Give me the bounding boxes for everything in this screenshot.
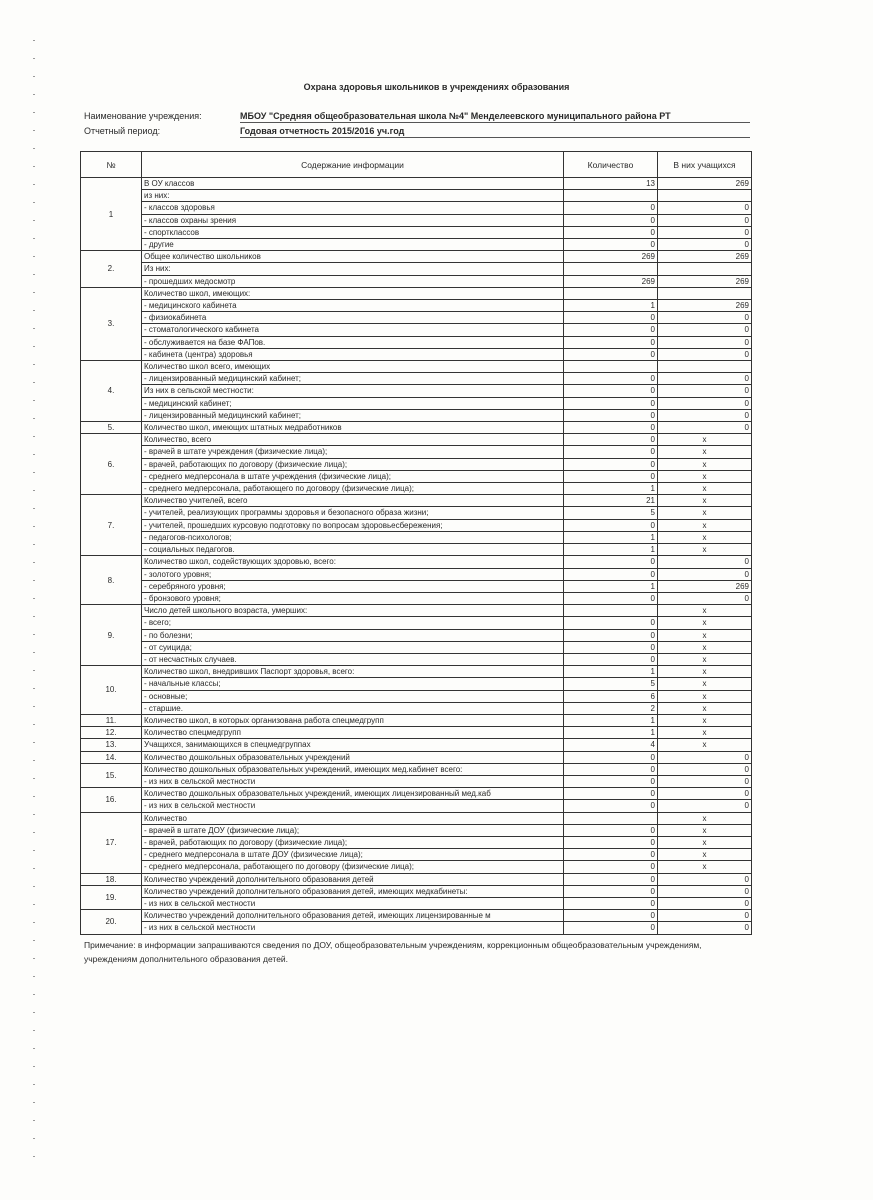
row-students: 0	[658, 897, 752, 909]
row-label: Количество дошкольных образовательных учреждений, имеющих лицензированный мед.каб	[142, 788, 564, 800]
table-row	[81, 897, 752, 909]
row-students: 0	[658, 202, 752, 214]
row-number: 13.	[81, 739, 142, 751]
row-quantity: 6	[564, 690, 658, 702]
row-quantity	[564, 287, 658, 299]
table-row	[81, 666, 752, 678]
table-row	[81, 275, 752, 287]
table-row	[81, 470, 752, 482]
row-label: Количество школ, внедривших Паспорт здоровья, всего:	[142, 666, 564, 678]
table-row	[81, 739, 752, 751]
row-students: 0	[658, 226, 752, 238]
table-row	[81, 495, 752, 507]
row-quantity: 0	[564, 470, 658, 482]
row-quantity: 1	[564, 531, 658, 543]
row-students: 0	[658, 373, 752, 385]
row-students: 0	[658, 788, 752, 800]
table-row	[81, 861, 752, 873]
row-quantity	[564, 190, 658, 202]
table-row	[81, 544, 752, 556]
row-students: x	[658, 727, 752, 739]
row-quantity: 0	[564, 751, 658, 763]
table-row	[81, 617, 752, 629]
row-students: 269	[658, 275, 752, 287]
row-number: 8.	[81, 556, 142, 605]
row-label: Учащихся, занимающихся в спецмедгруппах	[142, 739, 564, 751]
row-label: Количество спецмедгрупп	[142, 727, 564, 739]
header-content: Содержание информации	[142, 152, 564, 178]
row-label: - старшие.	[142, 702, 564, 714]
row-quantity: 0	[564, 434, 658, 446]
table-row	[81, 178, 752, 190]
health-report-table	[80, 151, 752, 935]
row-label: - врачей, работающих по договору (физические лица);	[142, 836, 564, 848]
table-row	[81, 458, 752, 470]
row-quantity	[564, 263, 658, 275]
row-label: Из них:	[142, 263, 564, 275]
table-row	[81, 775, 752, 787]
row-number: 6.	[81, 434, 142, 495]
table-row	[81, 836, 752, 848]
row-quantity: 0	[564, 922, 658, 934]
row-quantity: 0	[564, 214, 658, 226]
row-students: 0	[658, 922, 752, 934]
row-students: x	[658, 641, 752, 653]
row-label: - врачей в штате учреждения (физические лица);	[142, 446, 564, 458]
row-quantity: 0	[564, 592, 658, 604]
row-label: - стоматологического кабинета	[142, 324, 564, 336]
row-quantity	[564, 812, 658, 824]
table-row	[81, 763, 752, 775]
row-students: x	[658, 824, 752, 836]
row-number: 14.	[81, 751, 142, 763]
table-row	[81, 824, 752, 836]
row-label: - классов охраны зрения	[142, 214, 564, 226]
row-label: Количество школ, содействующих здоровью, всего:	[142, 556, 564, 568]
table-row	[81, 751, 752, 763]
row-label: - по болезни;	[142, 629, 564, 641]
table-row	[81, 568, 752, 580]
header-students: В них учащихся	[658, 152, 752, 178]
row-number: 17.	[81, 812, 142, 873]
table-row	[81, 214, 752, 226]
table-row	[81, 373, 752, 385]
row-students: 0	[658, 239, 752, 251]
row-label: Число детей школьного возраста, умерших:	[142, 605, 564, 617]
table-row	[81, 800, 752, 812]
row-students	[658, 361, 752, 373]
row-number: 16.	[81, 788, 142, 812]
row-students	[658, 190, 752, 202]
row-label: - из них в сельской местности	[142, 922, 564, 934]
row-students: 0	[658, 409, 752, 421]
row-label: Количество учреждений дополнительного образования детей, имеющих лицензированные м	[142, 910, 564, 922]
row-students: x	[658, 861, 752, 873]
row-quantity: 1	[564, 727, 658, 739]
row-quantity: 0	[564, 385, 658, 397]
institution-value: МБОУ "Средняя общеобразовательная школа №4" Менделеевского муниципального района РТ	[240, 111, 750, 123]
row-label: - классов здоровья	[142, 202, 564, 214]
table-row	[81, 678, 752, 690]
table-row	[81, 409, 752, 421]
table-row	[81, 849, 752, 861]
table-row	[81, 702, 752, 714]
row-quantity: 0	[564, 775, 658, 787]
row-students: 0	[658, 385, 752, 397]
row-label: - педагогов-психологов;	[142, 531, 564, 543]
table-row	[81, 605, 752, 617]
table-row	[81, 519, 752, 531]
row-quantity: 0	[564, 849, 658, 861]
row-students: 0	[658, 775, 752, 787]
row-quantity: 269	[564, 251, 658, 263]
row-label: Количество школ, имеющих штатных медработников	[142, 422, 564, 434]
row-quantity: 0	[564, 324, 658, 336]
row-students: 0	[658, 422, 752, 434]
row-label: - основные;	[142, 690, 564, 702]
row-students: 0	[658, 800, 752, 812]
table-row	[81, 690, 752, 702]
row-number: 18.	[81, 873, 142, 885]
row-label: - спортклассов	[142, 226, 564, 238]
row-quantity: 0	[564, 446, 658, 458]
row-quantity: 0	[564, 763, 658, 775]
table-row	[81, 348, 752, 360]
row-students: x	[658, 653, 752, 665]
table-row	[81, 592, 752, 604]
row-quantity: 1	[564, 714, 658, 726]
row-students: x	[658, 519, 752, 531]
table-row	[81, 641, 752, 653]
row-quantity: 2	[564, 702, 658, 714]
table-row	[81, 239, 752, 251]
table-row	[81, 202, 752, 214]
row-students: 0	[658, 751, 752, 763]
table-row	[81, 312, 752, 324]
row-quantity: 0	[564, 568, 658, 580]
row-students: x	[658, 666, 752, 678]
row-label: Количество	[142, 812, 564, 824]
row-quantity: 0	[564, 824, 658, 836]
row-label: Количество школ, в которых организована работа спецмедгрупп	[142, 714, 564, 726]
row-number: 12.	[81, 727, 142, 739]
row-students: 269	[658, 300, 752, 312]
table-row	[81, 226, 752, 238]
row-label: - учителей, прошедших курсовую подготовку по вопросам здоровьесбережения;	[142, 519, 564, 531]
row-students: 0	[658, 348, 752, 360]
row-quantity: 0	[564, 422, 658, 434]
row-label: - от несчастных случаев.	[142, 653, 564, 665]
row-students: 0	[658, 312, 752, 324]
table-row	[81, 727, 752, 739]
row-students: x	[658, 812, 752, 824]
row-students: 269	[658, 178, 752, 190]
row-quantity: 0	[564, 312, 658, 324]
row-quantity: 13	[564, 178, 658, 190]
period-label: Отчетный период:	[84, 126, 161, 136]
table-row	[81, 873, 752, 885]
row-label: - среднего медперсонала, работающего по договору (физические лица);	[142, 483, 564, 495]
row-number: 5.	[81, 422, 142, 434]
row-label: Количество дошкольных образовательных учреждений, имеющих мед.кабинет всего:	[142, 763, 564, 775]
row-quantity: 4	[564, 739, 658, 751]
row-students: 0	[658, 336, 752, 348]
row-quantity: 0	[564, 519, 658, 531]
table-row	[81, 336, 752, 348]
table-row	[81, 324, 752, 336]
row-students: x	[658, 446, 752, 458]
row-quantity: 0	[564, 897, 658, 909]
row-students: 0	[658, 592, 752, 604]
row-students: x	[658, 495, 752, 507]
header-number: №	[81, 152, 142, 178]
row-quantity: 1	[564, 580, 658, 592]
row-label: Из них в сельской местности:	[142, 385, 564, 397]
row-quantity: 0	[564, 788, 658, 800]
institution-label: Наименование учреждения:	[84, 111, 202, 121]
table-row	[81, 287, 752, 299]
row-number: 20.	[81, 910, 142, 934]
footnote: Примечание: в информации запрашиваются сведения по ДОУ, общеобразовательным учреждениям, коррекционным общеобразовательным учреждениям, учреждениям дополнительного образования детей.	[84, 940, 702, 964]
row-students: 0	[658, 873, 752, 885]
row-quantity: 5	[564, 678, 658, 690]
row-number: 1	[81, 178, 142, 251]
row-students: x	[658, 531, 752, 543]
row-quantity	[564, 605, 658, 617]
row-number: 4.	[81, 361, 142, 422]
row-label: - от суицида;	[142, 641, 564, 653]
row-number: 10.	[81, 666, 142, 715]
table-row	[81, 385, 752, 397]
row-quantity: 0	[564, 617, 658, 629]
row-quantity: 0	[564, 202, 658, 214]
row-label: - лицензированный медицинский кабинет;	[142, 373, 564, 385]
table-row	[81, 251, 752, 263]
row-quantity: 0	[564, 239, 658, 251]
row-students: 0	[658, 568, 752, 580]
table-row	[81, 580, 752, 592]
row-label: - золотого уровня;	[142, 568, 564, 580]
row-label: - другие	[142, 239, 564, 251]
row-students	[658, 287, 752, 299]
table-row	[81, 714, 752, 726]
row-number: 11.	[81, 714, 142, 726]
row-label: - обслуживается на базе ФАПов.	[142, 336, 564, 348]
row-quantity: 0	[564, 836, 658, 848]
row-quantity: 0	[564, 397, 658, 409]
row-label: - врачей, работающих по договору (физические лица);	[142, 458, 564, 470]
row-label: - врачей в штате ДОУ (физические лица);	[142, 824, 564, 836]
row-students: x	[658, 849, 752, 861]
row-students: x	[658, 458, 752, 470]
row-students: 0	[658, 214, 752, 226]
row-students: 0	[658, 397, 752, 409]
row-label: - кабинета (центра) здоровья	[142, 348, 564, 360]
row-students: 269	[658, 580, 752, 592]
table-row	[81, 397, 752, 409]
table-row	[81, 361, 752, 373]
row-label: - бронзового уровня;	[142, 592, 564, 604]
row-quantity: 21	[564, 495, 658, 507]
row-students: x	[658, 470, 752, 482]
row-label: - среднего медперсонала в штате учреждения (физические лица);	[142, 470, 564, 482]
row-quantity: 0	[564, 641, 658, 653]
row-students: 269	[658, 251, 752, 263]
table-row	[81, 556, 752, 568]
row-students: 0	[658, 763, 752, 775]
row-label: - прошедших медосмотр	[142, 275, 564, 287]
row-students	[658, 263, 752, 275]
row-students: 0	[658, 885, 752, 897]
row-students: x	[658, 434, 752, 446]
row-students: x	[658, 629, 752, 641]
row-quantity: 1	[564, 483, 658, 495]
row-students: x	[658, 739, 752, 751]
row-label: - из них в сельской местности	[142, 897, 564, 909]
row-quantity: 0	[564, 653, 658, 665]
row-label: - всего;	[142, 617, 564, 629]
table-row	[81, 629, 752, 641]
table-row	[81, 531, 752, 543]
row-number: 15.	[81, 763, 142, 787]
row-label: - медицинского кабинета	[142, 300, 564, 312]
row-quantity: 0	[564, 226, 658, 238]
table-row	[81, 507, 752, 519]
row-quantity: 0	[564, 336, 658, 348]
table-header-row	[81, 152, 752, 178]
table-row	[81, 922, 752, 934]
row-quantity: 0	[564, 556, 658, 568]
table-row	[81, 653, 752, 665]
row-label: Количество учреждений дополнительного образования детей, имеющих медкабинеты:	[142, 885, 564, 897]
row-students: x	[658, 617, 752, 629]
row-quantity: 1	[564, 300, 658, 312]
row-quantity: 0	[564, 910, 658, 922]
header-quantity: Количество	[564, 152, 658, 178]
row-label: - физиокабинета	[142, 312, 564, 324]
row-quantity: 0	[564, 800, 658, 812]
row-students: 0	[658, 556, 752, 568]
row-students: x	[658, 507, 752, 519]
row-label: Количество учителей, всего	[142, 495, 564, 507]
row-label: - учителей, реализующих программы здоровья и безопасного образа жизни;	[142, 507, 564, 519]
row-students: x	[658, 690, 752, 702]
row-number: 9.	[81, 605, 142, 666]
table-row	[81, 446, 752, 458]
row-number: 2.	[81, 251, 142, 288]
row-label: Количество школ, имеющих:	[142, 287, 564, 299]
row-students: x	[658, 605, 752, 617]
row-students: x	[658, 678, 752, 690]
row-quantity: 0	[564, 409, 658, 421]
table-row	[81, 190, 752, 202]
row-label: - среднего медперсонала в штате ДОУ (физические лица);	[142, 849, 564, 861]
row-students: x	[658, 483, 752, 495]
row-label: Количество дошкольных образовательных учреждений	[142, 751, 564, 763]
row-students: x	[658, 544, 752, 556]
table-row	[81, 885, 752, 897]
table-body	[81, 178, 752, 935]
row-label: Общее количество школьников	[142, 251, 564, 263]
row-students: x	[658, 702, 752, 714]
table-row	[81, 422, 752, 434]
row-quantity	[564, 361, 658, 373]
row-label: - начальные классы;	[142, 678, 564, 690]
row-quantity: 5	[564, 507, 658, 519]
period-value: Годовая отчетность 2015/2016 уч.год	[240, 126, 750, 138]
table-row	[81, 910, 752, 922]
table-row	[81, 300, 752, 312]
row-quantity: 1	[564, 666, 658, 678]
row-label: - серебряного уровня;	[142, 580, 564, 592]
table-row	[81, 434, 752, 446]
row-label: - лицензированный медицинский кабинет;	[142, 409, 564, 421]
row-students: 0	[658, 910, 752, 922]
row-quantity: 0	[564, 348, 658, 360]
table-row	[81, 263, 752, 275]
row-students: x	[658, 836, 752, 848]
row-label: Количество, всего	[142, 434, 564, 446]
row-quantity: 1	[564, 544, 658, 556]
row-label: - медицинский кабинет;	[142, 397, 564, 409]
row-label: - социальных педагогов.	[142, 544, 564, 556]
row-label: Количество учреждений дополнительного образования детей	[142, 873, 564, 885]
table-row	[81, 483, 752, 495]
row-quantity: 0	[564, 873, 658, 885]
row-quantity: 0	[564, 458, 658, 470]
row-number: 3.	[81, 287, 142, 360]
table-row	[81, 788, 752, 800]
row-quantity: 0	[564, 629, 658, 641]
row-quantity: 0	[564, 861, 658, 873]
row-number: 7.	[81, 495, 142, 556]
row-label: Количество школ всего, имеющих	[142, 361, 564, 373]
row-label: В ОУ классов	[142, 178, 564, 190]
page-title: Охрана здоровья школьников в учреждениях образования	[303, 82, 570, 92]
row-number: 19.	[81, 885, 142, 909]
row-label: - из них в сельской местности	[142, 775, 564, 787]
row-label: - среднего медперсонала, работающего по договору (физические лица);	[142, 861, 564, 873]
table-row	[81, 812, 752, 824]
row-students: 0	[658, 324, 752, 336]
row-quantity: 269	[564, 275, 658, 287]
row-students: x	[658, 714, 752, 726]
row-label: - из них в сельской местности	[142, 800, 564, 812]
row-label: из них:	[142, 190, 564, 202]
margin-dots	[33, 40, 35, 1160]
row-quantity: 0	[564, 373, 658, 385]
row-quantity: 0	[564, 885, 658, 897]
